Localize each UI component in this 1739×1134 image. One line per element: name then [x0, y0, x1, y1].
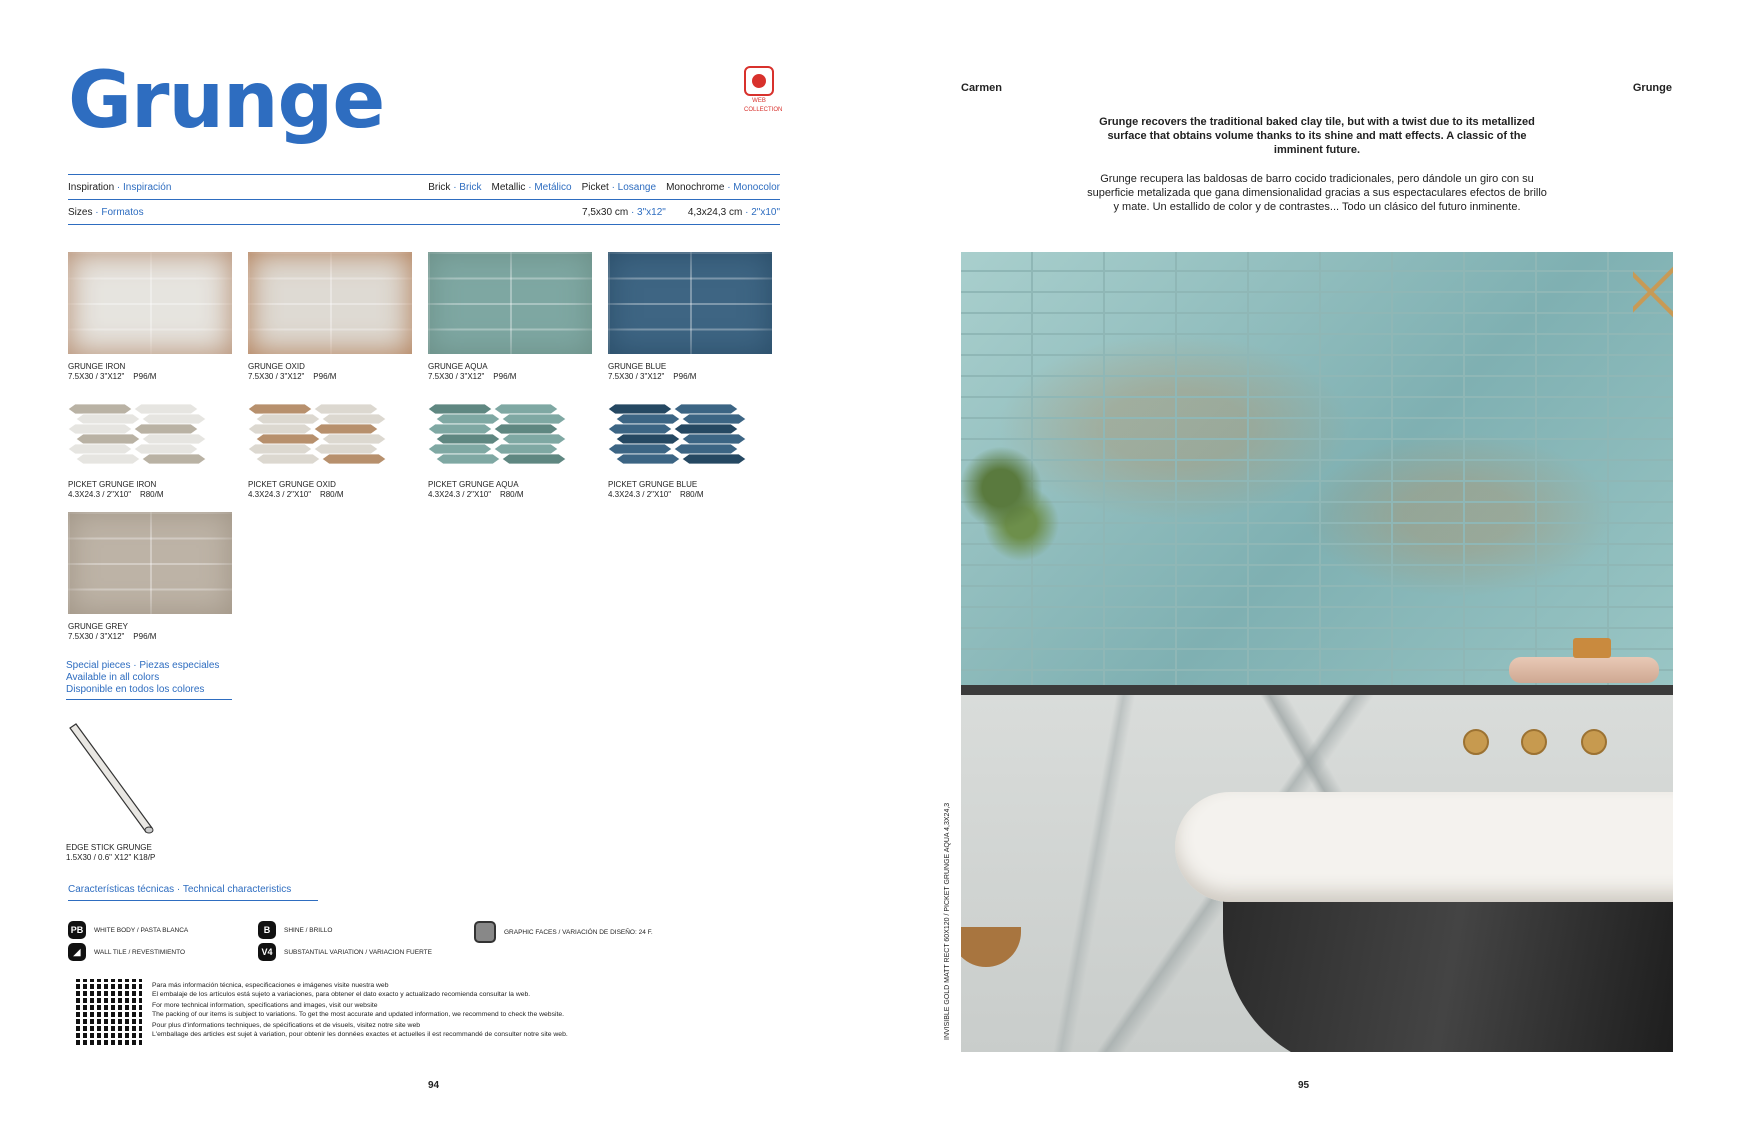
tech-item: B SHINE / BRILLO — [258, 921, 332, 939]
bathroom-photo — [961, 252, 1673, 1052]
product-size: 7.5X30 / 3"X12" P96/M — [428, 372, 517, 381]
inspiration-item: Metallic · Metálico — [491, 181, 572, 193]
page-number: 94 — [428, 1080, 440, 1091]
product-name: GRUNGE GREY — [68, 622, 129, 631]
edge-stick-size: 1.5X30 / 0.6" X12" K18/P — [66, 853, 156, 862]
special-pieces-en: Available in all colors — [66, 672, 160, 683]
edge-stick-name: EDGE STICK GRUNGE — [66, 843, 152, 852]
product-swatch — [428, 400, 568, 468]
tech-item: ◢ WALL TILE / REVESTIMIENTO — [68, 943, 185, 961]
towel — [1509, 657, 1659, 683]
product-card[interactable] — [608, 252, 772, 382]
product-card[interactable] — [428, 400, 568, 500]
product-card[interactable] — [248, 400, 388, 500]
product-size: 4.3X24.3 / 2"X10" R80/M — [68, 490, 164, 499]
product-name: PICKET GRUNGE AQUA — [428, 480, 519, 489]
tech-item: V4 SUBSTANTIAL VARIATION / VARIACION FUERTE — [258, 943, 432, 961]
inspiration-item: Picket · Losange — [581, 181, 657, 193]
product-swatch — [68, 512, 232, 614]
product-name: GRUNGE OXID — [248, 362, 305, 371]
wall-tile-icon: ◢ — [68, 943, 86, 961]
page-number: 95 — [1298, 1080, 1310, 1091]
product-swatch — [68, 252, 232, 354]
product-name: PICKET GRUNGE OXID — [248, 480, 336, 489]
product-swatch — [608, 400, 748, 468]
product-card[interactable] — [68, 400, 208, 500]
inspiration-item: Monochrome · Monocolor — [666, 181, 780, 193]
edge-stick-image[interactable] — [64, 722, 156, 840]
tech-heading: Características técnicas · Technical characteristics — [68, 884, 292, 895]
product-size: 7.5X30 / 3"X12" P96/M — [608, 372, 697, 381]
product-size: 7.5X30 / 3"X12" P96/M — [248, 372, 337, 381]
header-left: Carmen — [961, 82, 1002, 94]
sizes-label: Sizes — [68, 206, 93, 218]
tech-item: PB WHITE BODY / PASTA BLANCA — [68, 921, 188, 939]
tech-item: GRAPHIC FACES / VARIACIÓN DE DISEÑO: 24 F. — [474, 921, 653, 943]
product-swatch — [608, 252, 772, 354]
inspiration-item: Brick · Brick — [428, 181, 482, 193]
faucet — [1521, 729, 1547, 755]
product-name: PICKET GRUNGE BLUE — [608, 480, 698, 489]
inspiration-row: Inspiration · Inspiración Brick · Brick Metallic · Metálico Picket · Losange Monochrome · Monocolor — [68, 181, 780, 193]
photo-caption: INVISIBLE GOLD MATT RECT 60X120 / PICKET GRUNGE AQUA 4,3X24,3 — [944, 802, 951, 1040]
tap-handle — [1463, 729, 1489, 755]
divider — [68, 199, 780, 200]
product-name: GRUNGE IRON — [68, 362, 126, 371]
web-collection-icon — [744, 66, 774, 96]
product-name: GRUNGE BLUE — [608, 362, 667, 371]
web-badge-line-2: COLLECTION — [744, 107, 783, 113]
web-collection-badge[interactable] — [744, 66, 783, 114]
product-card[interactable] — [248, 252, 412, 382]
product-size: 7.5X30 / 3"X12" P96/M — [68, 632, 157, 641]
size-item: 4,3x24,3 cm · 2"x10" — [687, 206, 780, 218]
product-name: PICKET GRUNGE IRON — [68, 480, 157, 489]
size-item: 7,5x30 cm · 3"x12" — [582, 206, 666, 218]
variation-icon: V4 — [258, 943, 276, 961]
product-card[interactable] — [608, 400, 748, 500]
intro-es: Grunge recupera las baldosas de barro cocido tradicionales, pero dándole un giro con su superficie metalizada que gana dimensionalidad gracias a sus espectaculares efectos de brillo y mate. Un estallido de color y de contrastes... Todo un clásico del futuro inminente. — [1087, 173, 1547, 213]
inspiration-items — [428, 182, 780, 193]
qr-code[interactable] — [76, 979, 142, 1045]
graphic-faces-icon — [474, 921, 496, 943]
white-body-icon: PB — [68, 921, 86, 939]
web-badge-line-1: WEB — [752, 98, 766, 104]
header-right: Grunge — [1632, 82, 1672, 94]
divider — [68, 224, 780, 225]
product-size: 4.3X24.3 / 2"X10" R80/M — [428, 490, 524, 499]
bathtub-rim — [1175, 792, 1673, 902]
product-size: 4.3X24.3 / 2"X10" R80/M — [248, 490, 344, 499]
sizes-label-es: Formatos — [101, 206, 144, 218]
geometric-lamp — [1633, 252, 1673, 332]
special-pieces-title: Special pieces · Piezas especiales — [66, 660, 220, 671]
intro-en: Grunge recovers the traditional baked clay tile, but with a twist due to its metallized surface that obtains volume thanks to its shine and matt effects. A classic of the imminent future. — [1099, 116, 1535, 156]
inspiration-label-es: Inspiración — [123, 181, 172, 193]
special-pieces — [66, 660, 232, 700]
divider — [66, 699, 232, 700]
shine-icon: B — [258, 921, 276, 939]
product-card[interactable] — [68, 512, 232, 642]
product-size: 4.3X24.3 / 2"X10" R80/M — [608, 490, 704, 499]
special-pieces-es: Disponible en todos los colores — [66, 684, 205, 695]
product-swatch — [68, 400, 208, 468]
product-card[interactable] — [68, 252, 232, 382]
size-items — [582, 207, 780, 218]
product-swatch — [428, 252, 592, 354]
product-name: GRUNGE AQUA — [428, 362, 488, 371]
soap — [1573, 638, 1611, 658]
divider — [68, 174, 780, 175]
plant — [961, 432, 1061, 572]
product-size: 7.5X30 / 3"X12" P96/M — [68, 372, 157, 381]
sizes-row: Sizes · Formatos 7,5x30 cm · 3"x12" 4,3x24,3 cm · 2"x10" — [68, 206, 780, 218]
product-swatch — [248, 400, 388, 468]
page-title: Grunge — [68, 56, 385, 146]
product-card[interactable] — [428, 252, 592, 382]
inspiration-label: Inspiration — [68, 181, 115, 193]
tap-handle — [1581, 729, 1607, 755]
divider — [68, 900, 318, 901]
picket-tile-wall — [961, 252, 1673, 690]
shelf — [961, 685, 1673, 695]
product-swatch — [248, 252, 412, 354]
info-block: Para más información técnica, especificaciones e imágenes visite nuestra web El embalaje de los artículos está sujeto a variaciones, para obtener el dato exacto y actualizado recomienda consultar la web. For more technical information, specifications and images, visit our website The packing of our items is subject to variations. To get the most accurate and updated information, we recommend to check the website. Pour plus d'informations techniques, de spécifications et de visuels, visitez notre site web L'emballage des articles est sujet à variation, pour obtenir les données exactes et actuelles il est recommandé de consulter notre site web. — [152, 982, 568, 1038]
